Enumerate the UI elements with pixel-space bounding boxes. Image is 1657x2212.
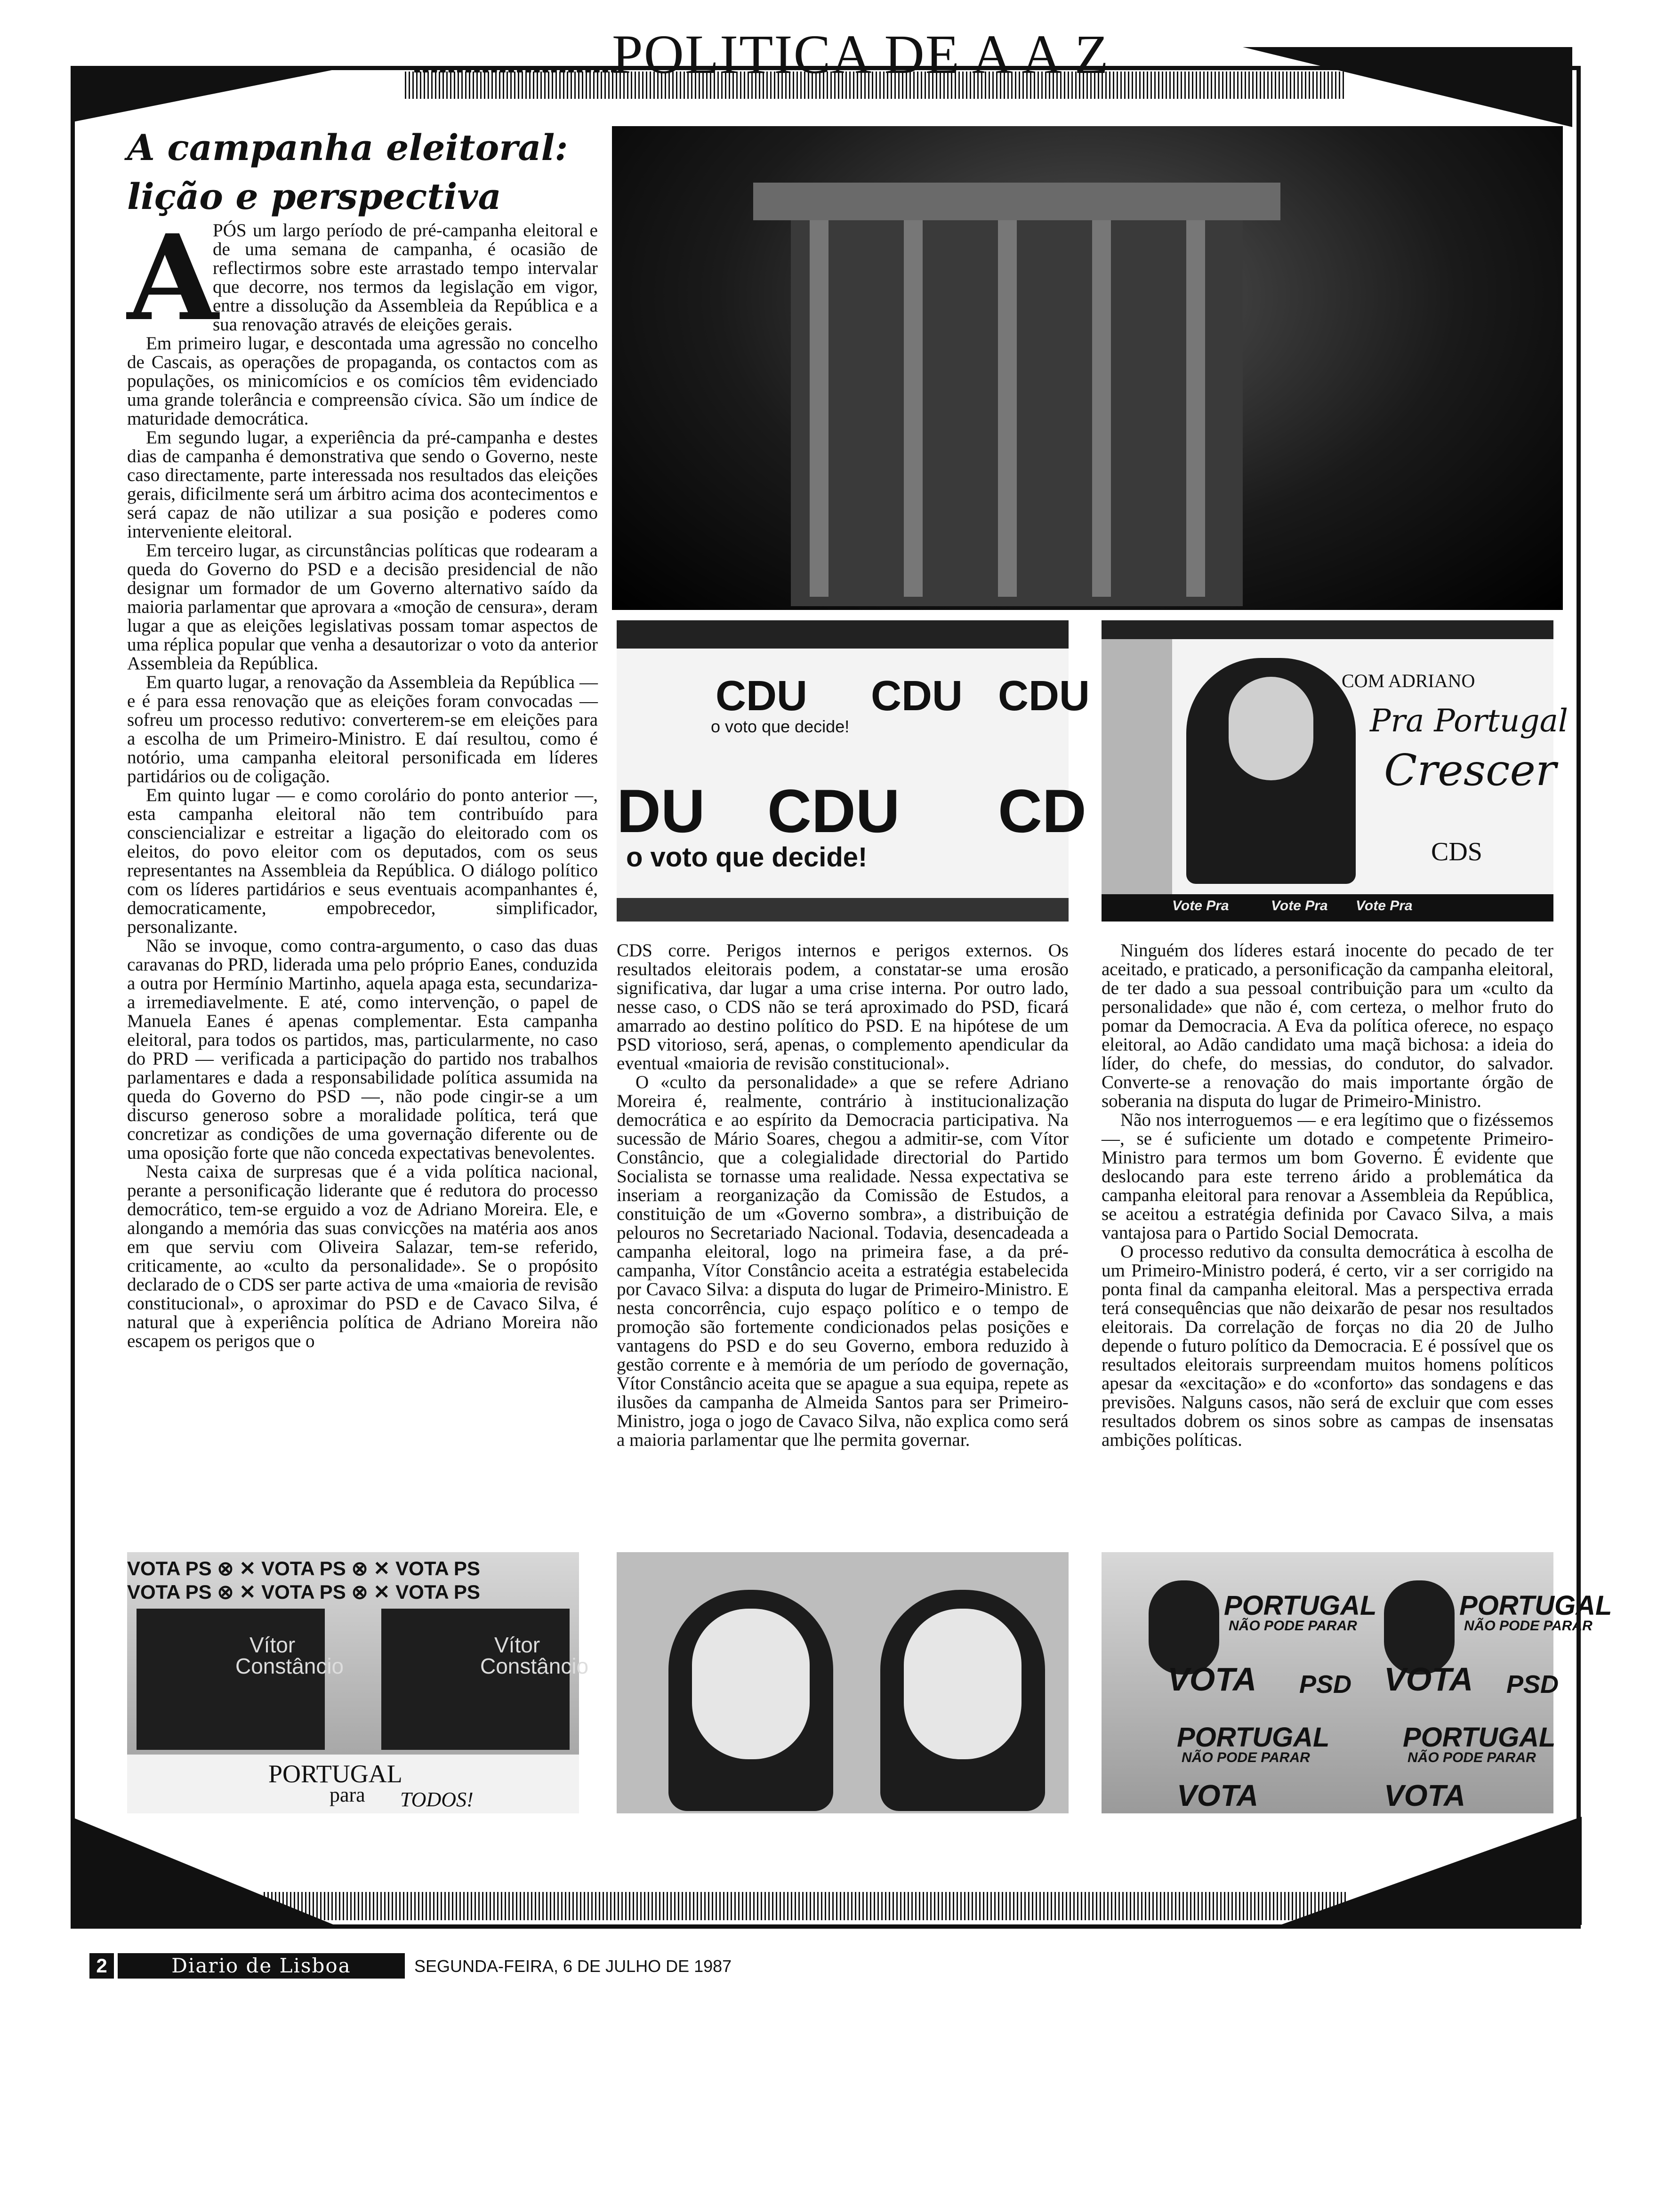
cdu-slogan-large: o voto que decide! [626, 842, 868, 873]
headline-line-1: A campanha eleitoral: [127, 127, 568, 168]
psd-slogan: NÃO PODE PARAR [1408, 1750, 1536, 1765]
cds-strip-label: Vote Pra [1356, 898, 1413, 914]
ps-candidate-name: Constâncio [480, 1654, 589, 1678]
ps-banner: VOTA PS ⊗ ✕ VOTA PS ⊗ ✕ VOTA PS [127, 1557, 480, 1579]
psd-slogan: PORTUGAL [1177, 1722, 1330, 1753]
cdu-logo: CDU [716, 673, 807, 720]
psd-vote: VOTA [1177, 1779, 1259, 1812]
psd-slogan: NÃO PODE PARAR [1229, 1618, 1357, 1634]
cdu-logo-large: CDU [767, 777, 900, 845]
issue-date: SEGUNDA-FEIRA, 6 DE JULHO DE 1987 [414, 1956, 732, 1976]
cdu-posters-photo [617, 620, 1090, 922]
page-number: 2 [89, 1953, 114, 1979]
drop-cap: A [127, 208, 218, 347]
psd-posters-photo [1102, 1552, 1612, 1813]
corner-ornament-br [1280, 1817, 1582, 1925]
ps-candidate-name: Vítor [249, 1633, 296, 1657]
cdu-logo-large: DU [617, 777, 705, 845]
paragraph: Ninguém dos líderes estará inocente do pecado de ter aceitado, e praticado, a personificação da campanha eleitoral, de ter dado a sua pessoal contribuição para um «culto da personalidade» que não é, com certeza, o melhor fruto do pomar da Democracia. A Eva da política oferece, no espaço eleitoral, ao Adão candidato uma maçã bichosa: a ideia do líder, do chefe, do messias, do condutor, do salvador. Converte-se a renovação do mais importante órgão de soberania na disputa do lugar de Primeiro-Ministro. [1102, 940, 1553, 1111]
paragraph: Em terceiro lugar, as circunstâncias políticas que rodearam a queda do Governo do PSD e a decisão presidencial de não designar um formador de um Governo alternativo saído da maioria parlamentar que aprovara a «moção de censura», deram lugar a que as eleições legislativas possam tomar aspectos de uma réplica popular que venha a desautorizar o voto da anterior Assembleia da República. [127, 540, 598, 673]
cdu-logo: CDU [871, 673, 963, 720]
footer-band [264, 1892, 1346, 1920]
cdu-logo-large: CD [998, 777, 1086, 845]
candidate-portraits-photo [617, 1552, 1069, 1813]
paragraph: Em quarto lugar, a renovação da Assembleia da República — e é para essa renovação que as eleições foram convocadas — sofreu um processo redutivo: converterem-se em eleições para a escolha de um Primeiro-Ministro. E daí resultou, como é notório, uma campanha eleitoral personificada em líderes partidários ou de coligação. [127, 672, 598, 786]
section-kicker: POLITICA DE A A Z [612, 24, 1110, 85]
article-column-3 [1102, 941, 1553, 1450]
psd-party-label: PSD [1299, 1670, 1352, 1699]
cdu-slogan: o voto que decide! [711, 717, 850, 736]
psd-vote: VOTA [1384, 1661, 1473, 1698]
corner-ornament-tl [71, 66, 353, 122]
paragraph: Não se invoque, como contra-argumento, o caso das duas caravanas do PRD, liderada uma pelo próprio Eanes, conduzida a outra por Hermínio Martinho, aquela apaga esta, secundariza-a irremediavelmente. E até, como intervenção, o papel de Manuela Eanes é apenas complementar. Esta campanha eleitoral, para todos os partidos, mas, particularmente, no caso do PRD — verificada a participação do partido nos trabalhos parlamentares e dada a responsabilidade política assumida na queda do Governo do PSD —, não pode cingir-se a um discurso generoso sobre a moralidade política, terá que concretizar as condições de uma governação diferente ou de uma oposição forte que não conceda expectativas benevolentes. [127, 936, 598, 1163]
paragraph: Em segundo lugar, a experiência da pré-campanha e destes dias de campanha é demonstrativa que sendo o Governo, neste caso directamente, parte interessada nos resultados das eleições gerais, dificilmente será um árbitro acima dos acontecimentos e será capaz de não utilizar a sua posição e poderes como interveniente eleitoral. [127, 427, 598, 542]
headline-line-2: lição e perspectiva [127, 176, 501, 217]
paragraph: Não nos interroguemos — e era legítimo que o fizéssemos —, se é suficiente um dotado e competente Primeiro-Ministro para termos um bom Governo. É evidente que deslocando para este terreno árido a problemática da campanha eleitoral para renovar a Assembleia da República, se aceitou a estratégia definida por Cavaco Silva, a mais vantajosa para o Partido Social Democrata. [1102, 1110, 1553, 1243]
psd-party-label: PSD [1506, 1670, 1559, 1699]
paragraph: Nesta caixa de surpresas que é a vida política nacional, perante a personificação liderante que é redutora do processo democrático, tem-se erguido a voz de Adriano Moreira. Ele, e alongando a memória das suas convicções na matéria aos anos em que serviu com Oliveira Salazar, tem-se referido, criticamente, ao «culto da personalidade». Se o propósito declarado de o CDS ser parte activa de uma «maioria de revisão constitucional», o aproximar do PSD e de Cavaco Silva, é natural que à experiência política de Adriano Moreira não escapem os perigos que o [127, 1162, 598, 1351]
cds-slogan: Crescer [1384, 745, 1556, 795]
paragraph: Em quinto lugar — e como corolário do ponto anterior —, esta campanha eleitoral não tem contribuído para consciencializar e estreitar a ligação do eleitorado com os eleitos, do povo eleitor com os deputados, com os seus representantes na Assembleia da República. O diálogo político com os líderes partidários e seus eventuais acompanhantes é, democraticamente, empobrecedor, simplificador, personalizante. [127, 785, 598, 937]
paragraph: Em primeiro lugar, e descontada uma agressão no concelho de Cascais, as operações de propaganda, os contactos com as populações, os minicomícios e os comícios têm evidenciado uma grande tolerância e compreensão cívica. São um índice de maturidade democrática. [127, 333, 598, 429]
cds-slogan: Pra Portugal [1370, 703, 1569, 739]
paragraph: CDS corre. Perigos internos e perigos externos. Os resultados eleitorais podem, a constatar-se uma erosão significativa, dar lugar a uma crise interna. Por outro lado, nesse caso, o CDS não se terá aproximado do PSD, ficará amarrado ao destino político do PSD. E na hipótese de um PSD vitorioso, será, apenas, o complemento apendicular da eventual «maioria de revisão constitucional». [617, 940, 1069, 1074]
paragraph: PÓS um largo período de pré-campanha eleitoral e de uma semana de campanha, é ocasião de reflectirmos sobre este arrastado tempo intervalar que decorre, nos termos da legislação em vigor, entre a dissolução da Assembleia da República e a sua renovação através de eleições gerais. [213, 220, 598, 335]
corner-ornament-bl [71, 1817, 334, 1925]
ps-bottom-slogan: PORTUGAL [268, 1760, 402, 1788]
psd-slogan: PORTUGAL [1459, 1590, 1612, 1621]
cds-poster-photo [1102, 620, 1569, 922]
parliament-building-photo [612, 126, 1563, 610]
cds-party-label: CDS [1431, 837, 1482, 866]
ps-candidate-name: Vítor [494, 1633, 540, 1657]
ps-bottom-slogan: TODOS! [400, 1788, 474, 1811]
psd-slogan: NÃO PODE PARAR [1464, 1618, 1593, 1634]
article-column-1 [127, 208, 598, 1351]
header-dashes [414, 70, 617, 75]
psd-vote: VOTA [1167, 1661, 1257, 1698]
psd-slogan: PORTUGAL [1224, 1590, 1377, 1621]
psd-vote: VOTA [1384, 1779, 1466, 1812]
cds-strip-label: Vote Pra [1271, 898, 1328, 914]
cds-caption: COM ADRIANO [1342, 670, 1475, 691]
ps-candidate-name: Constâncio [235, 1654, 344, 1678]
paragraph: O «culto da personalidade» a que se refere Adriano Moreira é, realmente, contrário à institucionalização democrática e ao espírito da Democracia participativa. Na sucessão de Mário Soares, chegou a admitir-se, com Vítor Constâncio, que a colegialidade directorial do Partido Socialista se tornasse uma realidade. Nessa expectativa se inseriam a reorganização da Comissão de Estudos, a constituição de um «Governo sombra», a distribuição de pelouros no Secretariado Nacional. Todavia, desencadeada a campanha eleitoral, logo na primeira fase, a da pré-campanha, Vítor Constâncio aceita a estratégia estabelecida por Cavaco Silva: a disputa do lugar de Primeiro-Ministro. E nesta concorrência, cujo espaço político e o tempo de promoção são fortemente condicionados pelas posições e vantagens do PSD e do seu Governo, embora reduzido à gestão corrente e à memória de um período de governação, Vítor Constâncio aceita que se apague a sua equipa, repete as ilusões da campanha de Almeida Santos para ser Primeiro-Ministro, joga o jogo de Cavaco Silva, não explica como será a maioria parlamentar que lhe permita governar. [617, 1072, 1069, 1450]
article-column-2 [617, 941, 1069, 1450]
cds-strip-label: Vote Pra [1172, 898, 1229, 914]
psd-slogan: PORTUGAL [1403, 1722, 1556, 1753]
newspaper-masthead: Diario de Lisboa [118, 1953, 405, 1979]
paragraph: O processo redutivo da consulta democrática à escolha de um Primeiro-Ministro poderá, é certo, vir a ser corrigido na ponta final da campanha eleitoral. Mas a perspectiva errada terá consequências que não deixarão de pesar nos resultados eleitorais. Da correlação de forças no dia 20 de Julho depende o futuro político da Democracia. E é possível que os resultados eleitorais surpreendam muitos homens políticos apesar da «excitação» e do «conforto» das sondagens e das previsões. Nalguns casos, não será de excluir que com esses resultados dobrem os sinos sobre as campas de insensatas ambições políticas. [1102, 1242, 1553, 1450]
ps-bottom-slogan: para [330, 1783, 365, 1806]
corner-ornament-tr [1243, 47, 1572, 127]
ps-posters-photo [127, 1552, 589, 1813]
psd-slogan: NÃO PODE PARAR [1182, 1750, 1310, 1765]
cdu-logo: CDU [998, 673, 1090, 720]
article-headline [127, 123, 598, 221]
ps-banner: VOTA PS ⊗ ✕ VOTA PS ⊗ ✕ VOTA PS [127, 1581, 480, 1603]
